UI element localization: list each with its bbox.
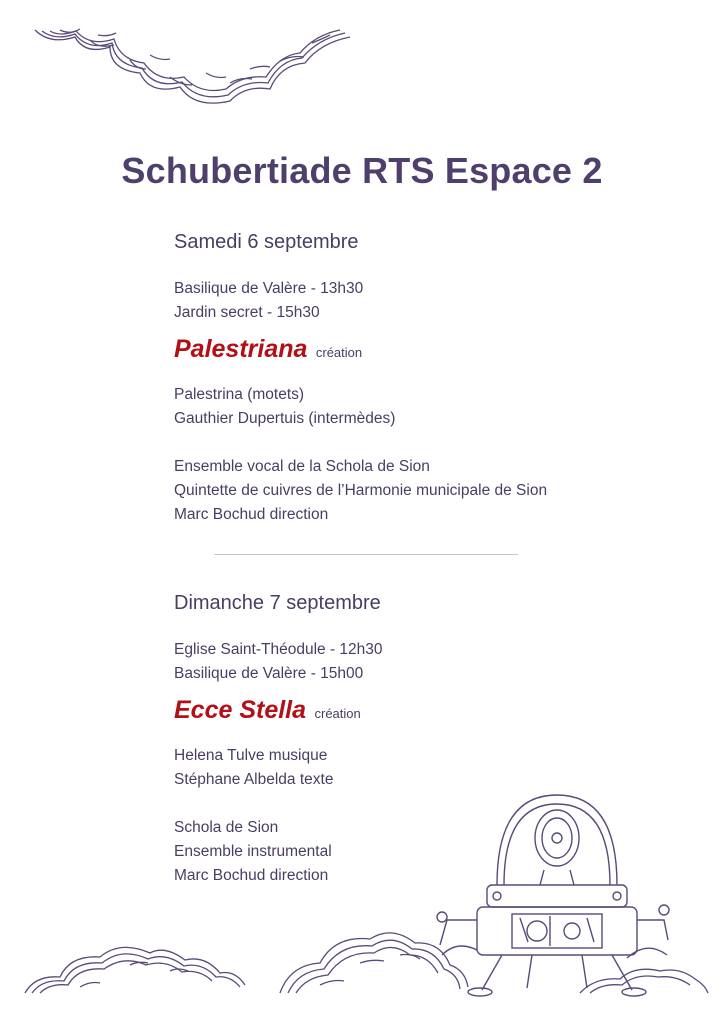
session-saturday <box>174 229 644 527</box>
composer-line: Palestrina (motets) <box>174 386 305 403</box>
cloud-top-icon <box>30 25 360 110</box>
venue-line: Eglise Saint-Théodule - 12h30 <box>174 641 383 658</box>
composer-line: Stéphane Albelda texte <box>174 771 334 788</box>
performer-line: Quintette de cuivres de l’Harmonie municipale de Sion <box>174 482 548 499</box>
robot-dome-icon <box>432 790 672 1000</box>
performer-line: Marc Bochud direction <box>174 506 329 523</box>
performer-line: Schola de Sion <box>174 819 279 836</box>
session-day: Dimanche 7 septembre <box>174 592 381 614</box>
composer-line: Helena Tulve musique <box>174 747 328 764</box>
work-note: création <box>314 706 361 721</box>
work-note: création <box>315 345 363 360</box>
venue-line: Basilique de Valère - 15h00 <box>174 665 364 682</box>
performer-line: Marc Bochud direction <box>174 867 329 884</box>
venue-line: Jardin secret - 15h30 <box>174 304 320 321</box>
performer-line: Ensemble vocal de la Schola de Sion <box>174 458 430 475</box>
venue-line: Basilique de Valère - 13h30 <box>174 280 364 297</box>
work-heading <box>174 331 644 371</box>
work-title: Palestriana <box>174 335 308 363</box>
session-day: Samedi 6 septembre <box>174 231 359 253</box>
poster-title: Schubertiade RTS Espace 2 <box>121 150 603 191</box>
performer-line: Ensemble instrumental <box>174 843 332 860</box>
work-title: Ecce Stella <box>174 696 307 724</box>
composer-line: Gauthier Dupertuis (intermèdes) <box>174 410 396 427</box>
work-heading <box>174 692 644 732</box>
section-divider <box>214 554 518 555</box>
